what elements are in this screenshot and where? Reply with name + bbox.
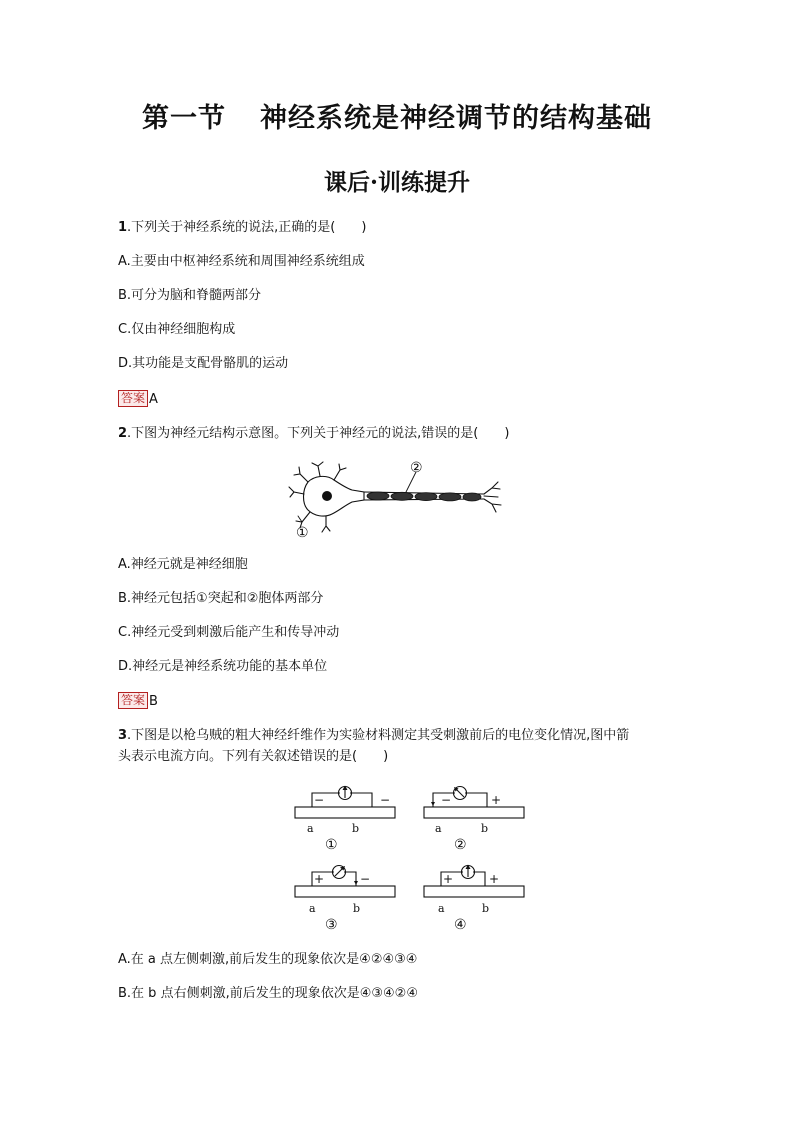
- page-title: 第一节 神经系统是神经调节的结构基础: [142, 103, 652, 134]
- answer-tag: 答案: [118, 692, 148, 709]
- question-2-stem: 2.下图为神经元结构示意图。下列关于神经元的说法,错误的是( ): [118, 426, 510, 441]
- question-1-answer: 答案 A: [118, 390, 158, 409]
- potential-diagram-2: [419, 782, 529, 852]
- point-b-label: b: [352, 822, 360, 835]
- point-a-label: a: [435, 822, 442, 835]
- question-2-option-a: A.神经元就是神经细胞: [118, 557, 248, 572]
- figure-label-2: ②: [410, 460, 423, 476]
- question-2-option-d: D.神经元是神经系统功能的基本单位: [118, 659, 328, 674]
- right-sign: −: [380, 793, 391, 807]
- right-sign: +: [491, 793, 502, 807]
- right-sign: −: [360, 872, 371, 886]
- question-3-option-b: B.在 b 点右侧刺激,前后发生的现象依次是④③④②④: [118, 986, 418, 1001]
- point-a-label: a: [438, 902, 445, 915]
- question-1-option-c: C.仅由神经细胞构成: [118, 322, 236, 337]
- question-2-option-c: C.神经元受到刺激后能产生和传导冲动: [118, 625, 340, 640]
- question-1-option-a: A.主要由中枢神经系统和周围神经系统组成: [118, 254, 365, 269]
- answer-tag: 答案: [118, 390, 148, 407]
- neuron-diagram: [286, 460, 506, 542]
- question-2-answer: 答案 B: [118, 692, 158, 711]
- potential-diagram-1: [290, 782, 400, 852]
- diagram-label: ①: [325, 837, 338, 852]
- question-3-stem-line-1: 3.下图是以枪乌贼的粗大神经纤维作为实验材料测定其受刺激前后的电位变化情况,图中箭: [118, 728, 630, 743]
- left-sign: +: [314, 872, 325, 886]
- point-a-label: a: [309, 902, 316, 915]
- question-2-option-b: B.神经元包括①突起和②胞体两部分: [118, 591, 324, 606]
- section-subtitle: 课后·训练提升: [323, 169, 470, 196]
- diagram-label: ③: [325, 917, 338, 932]
- left-sign: −: [441, 793, 452, 807]
- left-sign: +: [443, 872, 454, 886]
- question-1-option-b: B.可分为脑和脊髓两部分: [118, 288, 262, 303]
- point-b-label: b: [481, 822, 489, 835]
- point-b-label: b: [353, 902, 361, 915]
- point-a-label: a: [307, 822, 314, 835]
- left-sign: −: [314, 793, 325, 807]
- diagram-label: ④: [454, 917, 467, 932]
- question-1-option-d: D.其功能是支配骨骼肌的运动: [118, 356, 289, 371]
- potential-diagram-3: [290, 860, 400, 932]
- question-3-option-a: A.在 a 点左侧刺激,前后发生的现象依次是④②④③④: [118, 952, 418, 967]
- right-sign: +: [489, 872, 500, 886]
- point-b-label: b: [482, 902, 490, 915]
- question-3-stem-line-2: 头表示电流方向。下列有关叙述错误的是( ): [118, 749, 389, 764]
- diagram-label: ②: [454, 837, 467, 852]
- potential-diagram-4: [419, 860, 529, 932]
- question-1-stem: 1.下列关于神经系统的说法,正确的是( ): [118, 220, 367, 235]
- figure-label-1: ①: [296, 525, 309, 541]
